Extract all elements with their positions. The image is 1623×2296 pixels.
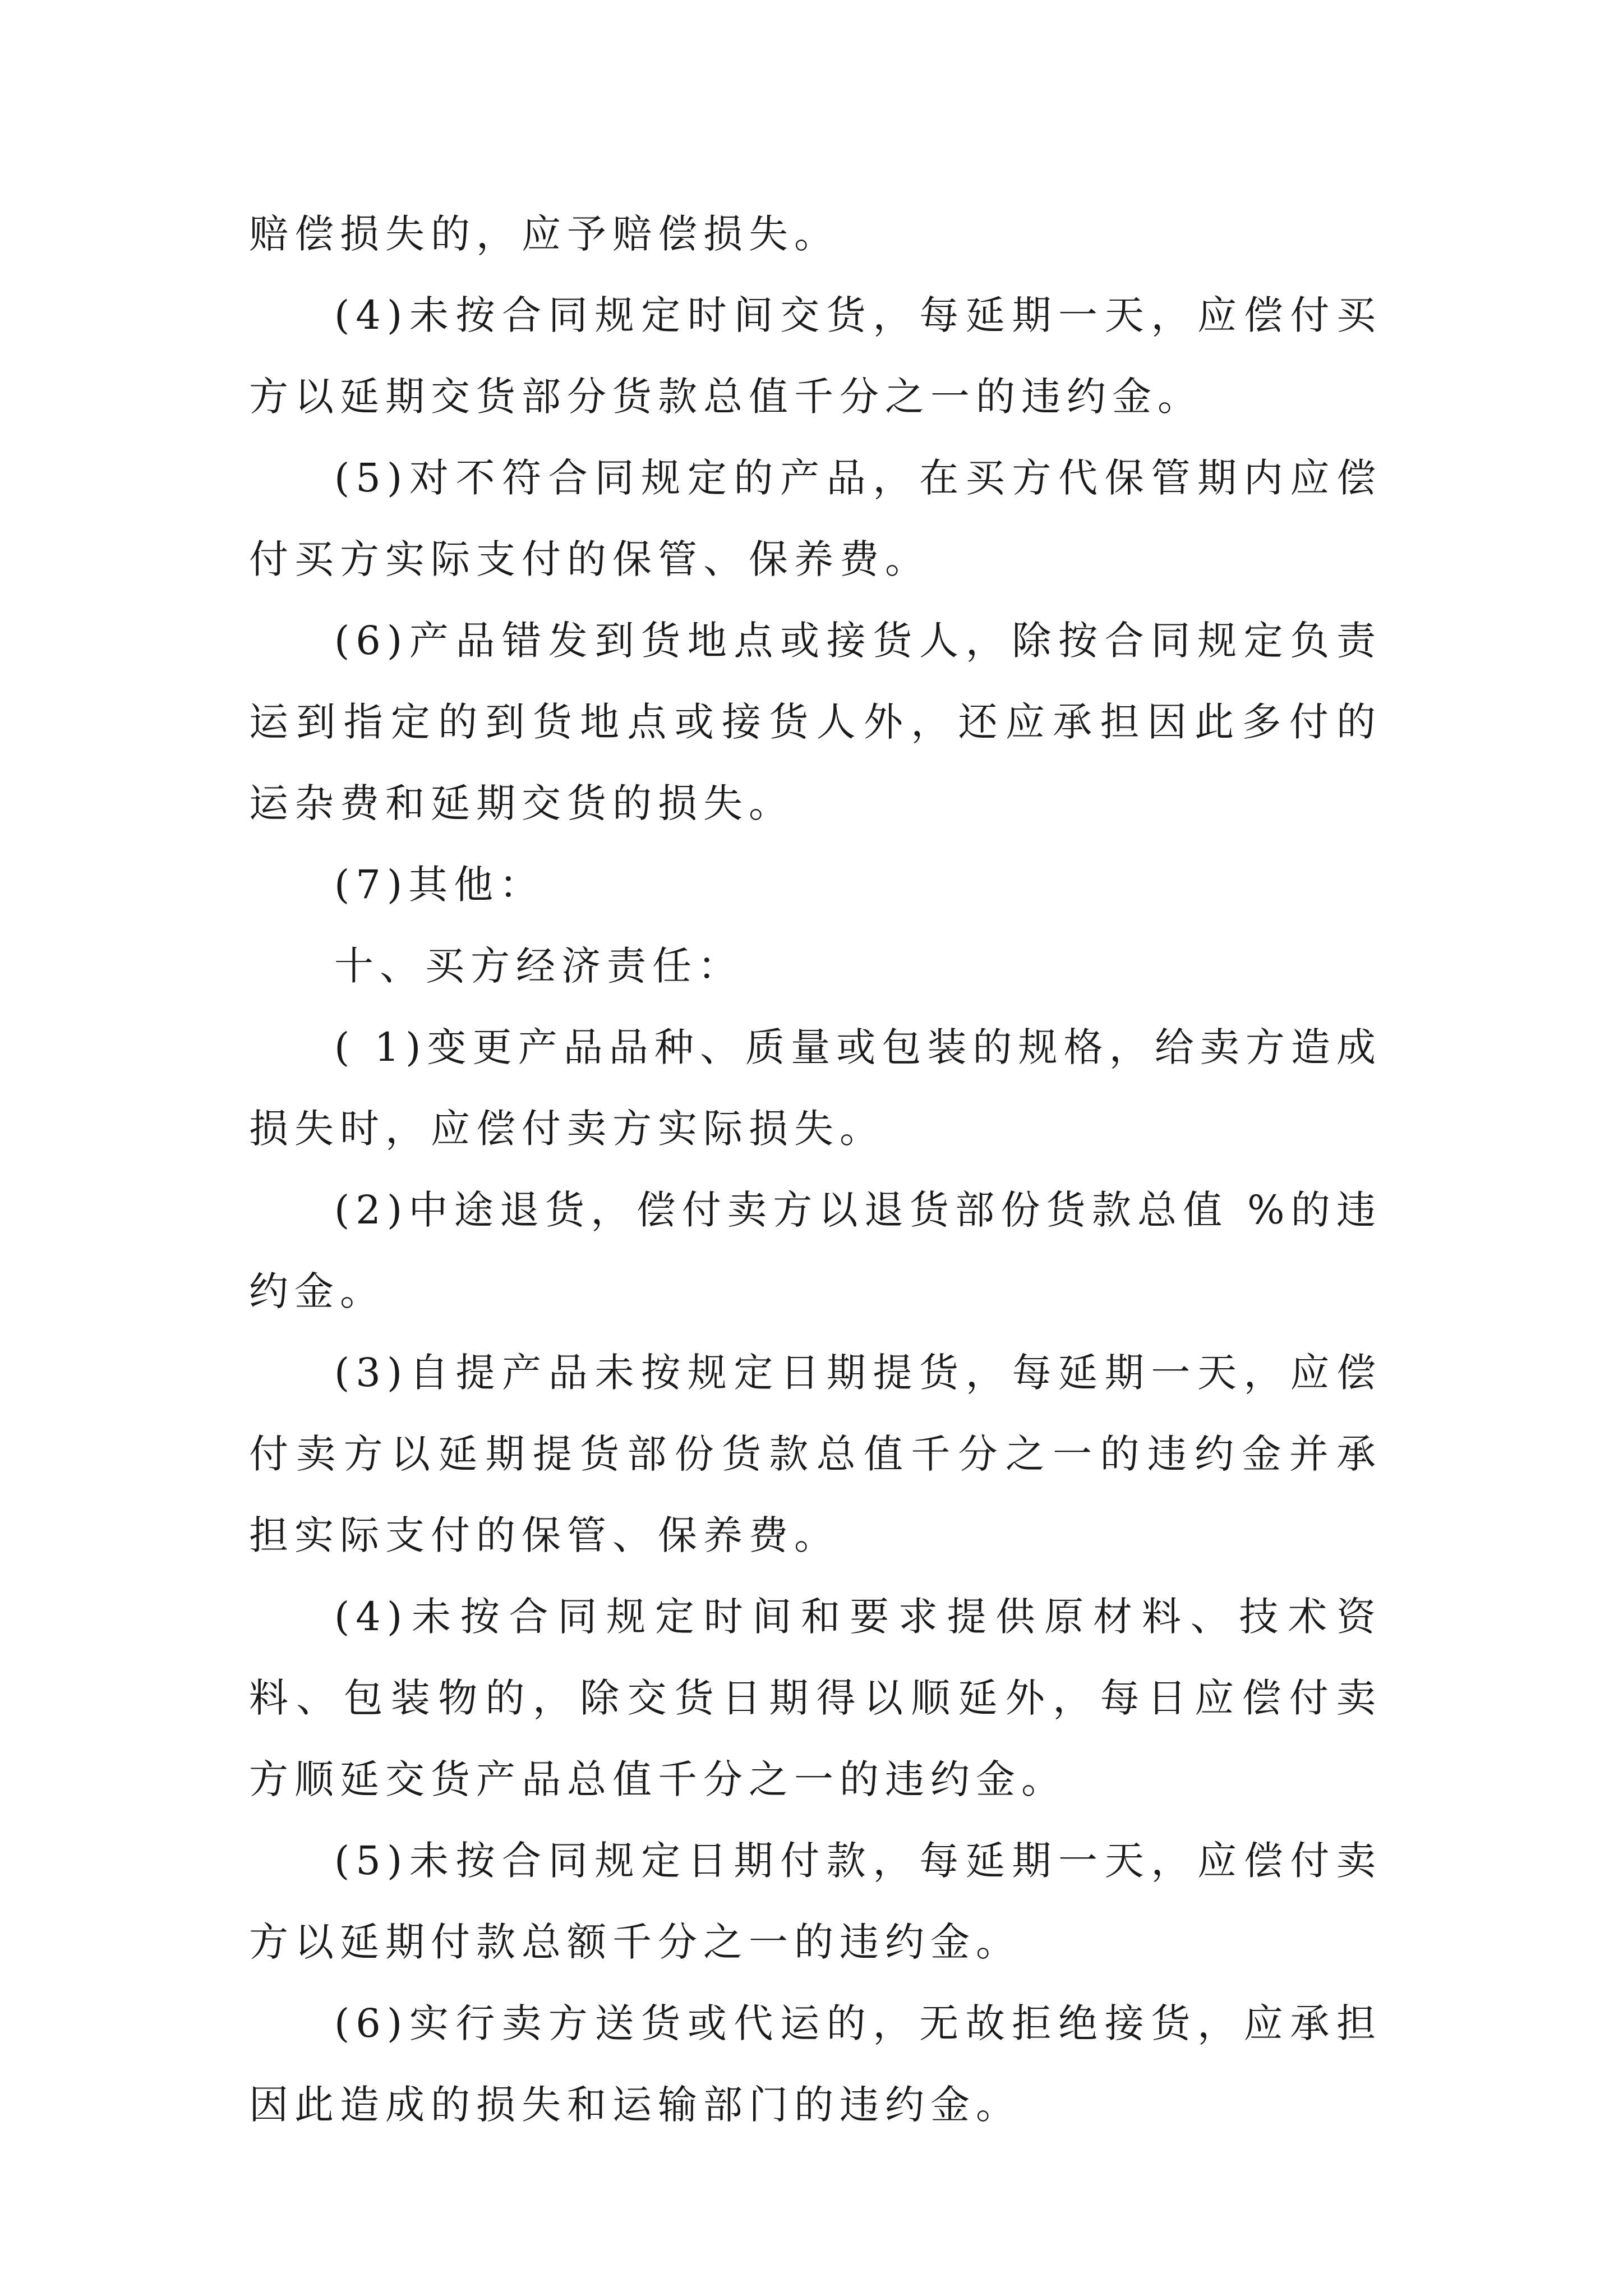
paragraph-seller-item-4: (4)未按合同规定时间交货，每延期一天，应偿付买方以延期交货部分货款总值千分之一的违约金。 (249, 292, 1382, 420)
paragraph-buyer-item-2: (2)中途退货，偿付卖方以退货部份货款总值 %的违约金。 (249, 1187, 1382, 1314)
paragraph-seller-item-5: (5)对不符合同规定的产品，在买方代保管期内应偿付买方实际支付的保管、保养费。 (249, 455, 1382, 582)
paragraph-continuation: 赔偿损失的，应予赔偿损失。 (249, 211, 840, 257)
paragraph-buyer-item-5: (5)未按合同规定日期付款，每延期一天，应偿付卖方以延期付款总额千分之一的违约金。 (249, 1838, 1382, 1965)
document-body (249, 194, 1382, 2146)
paragraph-seller-item-7: (7)其他： (334, 862, 545, 908)
paragraph-buyer-item-1: ( 1)变更产品品种、质量或包装的规格，给卖方造成损失时，应偿付卖方实际损失。 (249, 1024, 1382, 1152)
paragraph-buyer-item-3: (3)自提产品未按规定日期提货，每延期一天，应偿付卖方以延期提货部份货款总值千分之一的违约金并承担实际支付的保管、保养费。 (249, 1350, 1382, 1558)
paragraph-buyer-item-6: (6)实行卖方送货或代运的，无故拒绝接货，应承担因此造成的损失和运输部门的违约金。 (249, 2000, 1382, 2128)
paragraph-buyer-item-4: (4)未按合同规定时间和要求提供原材料、技术资料、包装物的，除交货日期得以顺延外，每日应偿付卖方顺延交货产品总值千分之一的违约金。 (249, 1594, 1382, 1802)
paragraph-seller-item-6: (6)产品错发到货地点或接货人，除按合同规定负责运到指定的到货地点或接货人外，还应承担因此多付的运杂费和延期交货的损失。 (249, 618, 1382, 826)
section-heading-buyer-liability: 十、买方经济责任： (334, 943, 743, 989)
